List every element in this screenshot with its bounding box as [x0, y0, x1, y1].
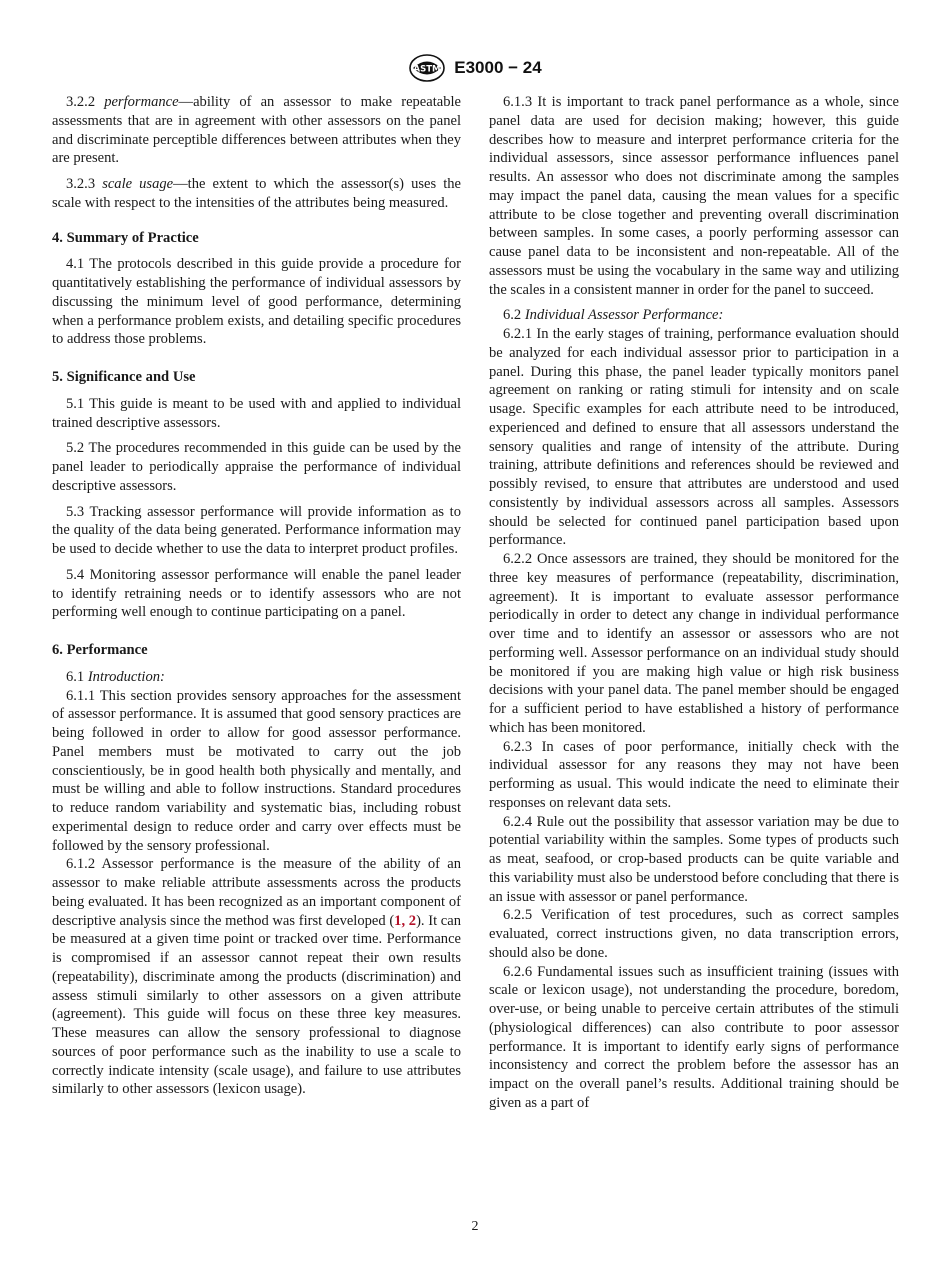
right-column	[489, 93, 899, 1113]
reference-link-1[interactable]: 1	[394, 912, 402, 929]
subsection-title: Introduction:	[87, 668, 165, 685]
section-5-4: 5.4 Monitoring assessor performance will enable the panel leader to identify retraining needs or to identify assessors who are not performing well enough to continue participating on a panel.	[52, 566, 461, 621]
section-number: 3.2.2	[66, 94, 96, 110]
reference-separator: ,	[401, 912, 409, 929]
document-designation: E3000 − 24	[454, 58, 542, 77]
section-3-2-2	[52, 93, 461, 168]
subsection-title: Individual Assessor Performance:	[524, 307, 724, 324]
logo-text: ASTM	[413, 64, 441, 75]
page-header	[0, 50, 950, 86]
definition-text: —ability of an assessor to make repeatable assessments that are in agreement with other assessors on the panel and discriminate perceptible differences between attributes when they are present.	[52, 94, 461, 167]
section-6-1-3: 6.1.3 It is important to track panel performance as a whole, since panel data are used for decision making; however, this guide describes how to measure and interpret performance criteria for the individual assessors, since assessor performance influences panel results. An assessor who does not discriminate among the samples may impact the panel data, causing the mean values for a specific attribute to be close together and preventing overall discrimination between samples. In some cases, a poorly performing assessor can cause panel data to be inconsistent and non-repeatable. All of the assessors must be using the vocabulary in the same way and utilizing the scales in a consistent manner in order for the panel to succeed.	[489, 94, 899, 298]
section-5-2: 5.2 The procedures recommended in this guide can be used by the panel leader to periodically appraise the performance of individual descriptive assessors.	[52, 440, 461, 494]
section-6-2	[489, 306, 899, 325]
section-6-2-5: 6.2.5 Verification of test procedures, such as correct samples evaluated, correct instructions given, no data transcription errors, should also be done.	[489, 907, 899, 961]
section-6-1	[52, 668, 461, 687]
section-6-1-1: 6.1.1 This section provides sensory approaches for the assessment of assessor performance. It is assumed that good sensory practices are being followed in order to allow for good assessor performance. Panel members must be motivated to carry out the job conscientiously, be in good health both physically and mentally, and must be willing and able to follow instructions. Standard procedures to reduce random variability and systematic bias, including robust experimental design to reduce order and carry over effects must be followed by the sensory professional.	[52, 687, 461, 854]
section-number: 6.2	[503, 307, 522, 324]
section-6-2-6: 6.2.6 Fundamental issues such as insufficient training (issues with scale or lexicon usage), not understanding the procedure, boredom, over-use, or being unable to perceive certain attributes of the stimuli (physiological differences) can also contribute to poor assessor performance. It is important to identify early signs of performance inconsistency and correct the problem before the assessor has an impact on the overall panel’s results. Additional training should be given as a part of	[489, 963, 899, 1111]
section-6-1-2	[52, 855, 461, 1099]
paragraph-text: ). It can be measured at a given time point or tracked over time. Performance is compromised if an assessor cannot repeat their own results (repeatability), discriminate among the products (discrimination) and assess stimuli similarly to other assessors on a given attribute (agreement). This guide will focus on these three key measures. These measures can allow the sensory professional to diagnose sources of poor performance such as the inability to use a scale to correctly indicate intensity (scale usage), and failure to use attributes similarly to other assessors (lexicon usage).	[52, 912, 461, 1098]
section-5-heading: 5. Significance and Use	[52, 369, 196, 385]
section-4-heading: 4. Summary of Practice	[52, 229, 199, 246]
section-number: 6.1	[66, 668, 85, 685]
definition-text: —the extent to which the assessor(s) uses the scale with respect to the intensities of the attributes being measured.	[52, 176, 462, 211]
section-6-2-2: 6.2.2 Once assessors are trained, they should be monitored for the three key measures of performance (repeatability, discrimination, agreement). It is important to evaluate assessor performance periodically in order to detect any change in individual performance over time and to identify an assessor or assessors who are not performing well. Assessor performance on an individual study should be monitored if you are making high value or high risk business decisions with your panel data. The panel member should be engaged for a sufficient period to have established a history of performance which has been monitored.	[489, 551, 899, 736]
section-number: 3.2.3	[66, 176, 96, 192]
section-6-2-1: 6.2.1 In the early stages of training, performance evaluation should be analyzed for each individual assessor prior to participation in a panel. During this phase, the panel leader typically monitors panel agreement on ranking or rating stimuli for intensity and on scale usage. Specific examples for each attribute need to be introduced, experienced and defined to ensure that all assessors understand the sensory qualities and range of intensity of the attribute. During training, attribute definitions and references should be reviewed and possibly revised, to ensure that attributes are understood and used consistently by individual assessors across all samples. Assessors should be selected for continued panel participation based upon performance.	[489, 326, 899, 549]
section-5-3: 5.3 Tracking assessor performance will provide information as to the quality of the data being generated. Performance information may be used to decide whether to use the data to interpret product profiles.	[52, 503, 461, 557]
page-number: 2	[471, 1219, 479, 1234]
defined-term: performance	[104, 94, 179, 110]
defined-term: scale usage	[102, 176, 174, 192]
paragraph-text: 6.1.2 Assessor performance is the measure of the ability of an assessor to make reliable attribute assessments across the products being evaluated. It has been recognized as an important component of descriptive analysis since the method was first developed (	[52, 856, 461, 929]
left-column	[52, 93, 461, 1099]
section-6-2-4: 6.2.4 Rule out the possibility that assessor variation may be due to potential variability within the samples. Some types of products such as meat, seafood, or crop-based products can be quite variable and this variability must also be understood before concluding that there is an issue with assessor or panel performance.	[489, 813, 899, 905]
header-inner	[408, 53, 541, 83]
section-3-2-3	[52, 175, 461, 213]
astm-logo-icon	[408, 53, 446, 83]
section-6-heading: 6. Performance	[52, 642, 148, 658]
reference-link-2[interactable]: 2	[408, 912, 417, 929]
section-5-1: 5.1 This guide is meant to be used with and applied to individual trained descriptive assessors.	[52, 395, 461, 431]
section-6-2-3: 6.2.3 In cases of poor performance, initially check with the individual assessor for any reasons they may not have been performing as usual. This would indicate the need to eliminate their responses on relevant data sets.	[489, 738, 899, 811]
section-4-1: 4.1 The protocols described in this guide provide a procedure for quantitatively establishing the performance of individual assessors by discussing the minimum level of good performance, determining when a performance problem exists, and detailing specific procedures to address those problems.	[52, 256, 461, 348]
